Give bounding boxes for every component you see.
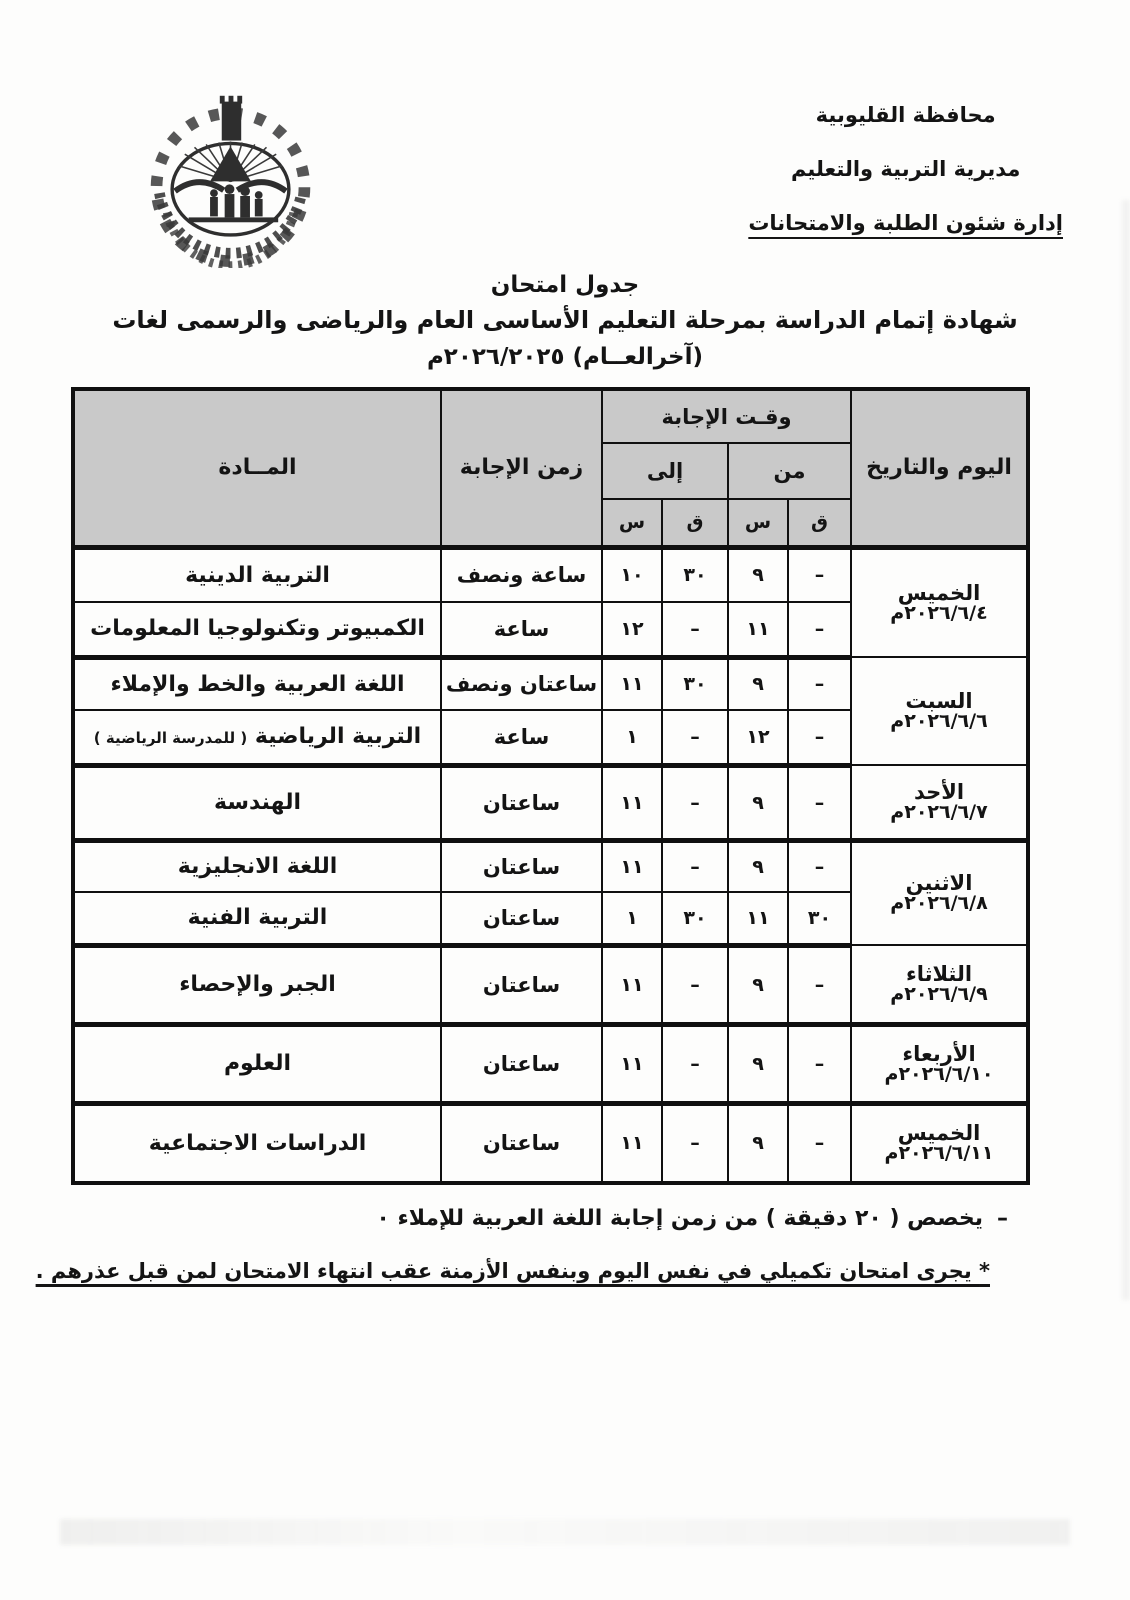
duration-cell: ساعتان: [441, 892, 602, 945]
exam-schedule-table-wrap: [71, 387, 1030, 1185]
day-date: ٢٠٢٦/٦/٤م: [890, 601, 988, 624]
from-minutes-cell: –: [788, 840, 851, 892]
to-hours-cell: ١١: [602, 1024, 662, 1103]
to-hours-cell: ١١: [602, 657, 662, 710]
from-hours-cell: ٩: [728, 1103, 788, 1183]
from-minutes-cell: –: [788, 657, 851, 710]
day-name: السبت: [905, 689, 973, 713]
table-row: [73, 1024, 1028, 1103]
to-minutes-cell: ٣٠: [662, 547, 728, 602]
day-date: ٢٠٢٦/٦/٨م: [890, 892, 988, 915]
duration-cell: ساعتان: [441, 765, 602, 840]
table-row: [73, 657, 1028, 710]
subject-cell: العلوم: [73, 1024, 441, 1103]
day-date-cell: [851, 657, 1028, 765]
subject-cell: التربية الفنية: [73, 892, 441, 945]
to-minutes-cell: –: [662, 840, 728, 892]
subject-cell: الدراسات الاجتماعية: [73, 1103, 441, 1183]
table-row: [73, 945, 1028, 1024]
title-line-3: (آخرالعــام) ٢٠٢٦/٢٠٢٥م: [426, 344, 704, 370]
from-hours-cell: ٩: [728, 657, 788, 710]
to-minutes-cell: –: [662, 945, 728, 1024]
from-hours-cell: ١٢: [728, 710, 788, 765]
footnote-makeup-exam: [36, 1259, 990, 1283]
header-subject: المــادة: [73, 389, 441, 547]
qalyubia-education-emblem-logo: [128, 88, 333, 272]
to-hours-cell: ١١: [602, 945, 662, 1024]
subject-cell: اللغة الانجليزية: [73, 840, 441, 892]
to-hours-cell: ١: [602, 710, 662, 765]
subject-cell: التربية الدينية: [73, 547, 441, 602]
subject-cell: الجبر والإحصاء: [73, 945, 441, 1024]
day-name: الثلاثاء: [905, 961, 973, 986]
from-minutes-cell: –: [788, 710, 851, 765]
from-hours-cell: ٩: [728, 1024, 788, 1103]
duration-cell: ساعة: [441, 602, 602, 657]
duration-cell: ساعتان ونصف: [441, 657, 602, 710]
asterisk-marker: *: [979, 1259, 990, 1283]
header-day-date: اليوم والتاريخ: [851, 389, 1028, 547]
from-hours-cell: ٩: [728, 840, 788, 892]
header-duration: زمن الإجابة: [441, 389, 602, 547]
subject-cell: الهندسة: [73, 765, 441, 840]
table-header: [73, 389, 1028, 547]
governorate-name: محافظة القليوبية: [815, 103, 996, 127]
day-name: الأحد: [913, 779, 965, 804]
from-minutes-cell: –: [788, 765, 851, 840]
day-name: الاثنين: [905, 871, 973, 896]
header-from-minutes: ق: [788, 499, 851, 547]
subject-cell: اللغة العربية والخط والإملاء: [73, 657, 441, 710]
directorate-name: مديرية التربية والتعليم: [790, 157, 1021, 181]
exam-schedule-table: [71, 387, 1030, 1185]
day-name: الخميس: [897, 1121, 981, 1146]
table-row: [73, 547, 1028, 602]
from-hours-cell: ١١: [728, 602, 788, 657]
day-date: ٢٠٢٦/٦/٩م: [890, 982, 988, 1005]
day-name: الأربعاء: [902, 1041, 976, 1066]
to-hours-cell: ١١: [602, 840, 662, 892]
header-row-1: [73, 389, 1028, 443]
header-to: إلى: [602, 443, 728, 499]
day-date: ٢٠٢٦/٦/١٠م: [884, 1062, 994, 1085]
day-date-cell: [851, 840, 1028, 945]
title-line-2: شهادة إتمام الدراسة بمرحلة التعليم الأساسى العام والرياضى والرسمى لغات: [112, 306, 1018, 334]
footnote-text: يجرى امتحان تكميلي في نفس اليوم وبنفس الأزمنة عقب انتهاء الامتحان لمن قبل عذرهم .: [35, 1259, 980, 1283]
day-date-cell: [851, 945, 1028, 1024]
day-date: ٢٠٢٦/٦/٧م: [890, 800, 988, 823]
from-hours-cell: ٩: [728, 547, 788, 602]
to-minutes-cell: –: [662, 1024, 728, 1103]
from-minutes-cell: –: [788, 547, 851, 602]
header-answer-time: وقـت الإجابة: [602, 389, 851, 443]
to-hours-cell: ١١: [602, 1103, 662, 1183]
to-hours-cell: ١٠: [602, 547, 662, 602]
footnote-text: يخصص ( ٢٠ دقيقة ) من زمن إجابة اللغة العربية للإملاء ٠: [376, 1206, 983, 1231]
header-to-hours: س: [602, 499, 662, 547]
day-date-cell: [851, 547, 1028, 657]
to-minutes-cell: –: [662, 765, 728, 840]
document-title: [0, 268, 1130, 375]
subject-main: التربية الرياضية: [254, 724, 422, 750]
day-date: ٢٠٢٦/٦/١١م: [884, 1142, 994, 1165]
subject-note: ( للمدرسة الرياضية ): [93, 729, 248, 748]
scan-artifact: [60, 1519, 1070, 1545]
header-from-hours: س: [728, 499, 788, 547]
subject-cell: الكمبيوتر وتكنولوجيا المعلومات: [73, 602, 441, 657]
administration-name: إدارة شئون الطلبة والامتحانات: [748, 211, 1063, 235]
subject-cell: [73, 710, 441, 765]
from-minutes-cell: –: [788, 602, 851, 657]
table-row: [73, 765, 1028, 840]
duration-cell: ساعتان: [441, 945, 602, 1024]
from-hours-cell: ٩: [728, 945, 788, 1024]
from-minutes-cell: –: [788, 945, 851, 1024]
duration-cell: ساعتان: [441, 1024, 602, 1103]
table-row: [73, 1103, 1028, 1183]
day-date-cell: [851, 1024, 1028, 1103]
title-line-1: جدول امتحان: [490, 272, 640, 298]
duration-cell: ساعة: [441, 710, 602, 765]
to-hours-cell: ١١: [602, 765, 662, 840]
to-hours-cell: ١: [602, 892, 662, 945]
to-minutes-cell: –: [662, 602, 728, 657]
day-name: الخميس: [897, 580, 981, 605]
from-hours-cell: ٩: [728, 765, 788, 840]
from-minutes-cell: ٣٠: [788, 892, 851, 945]
header-from: من: [728, 443, 851, 499]
table-body: [73, 547, 1028, 1183]
duration-cell: ساعتان: [441, 1103, 602, 1183]
from-minutes-cell: –: [788, 1103, 851, 1183]
letterhead: [748, 88, 1063, 250]
day-date-cell: [851, 1103, 1028, 1183]
to-hours-cell: ١٢: [602, 602, 662, 657]
from-hours-cell: ١١: [728, 892, 788, 945]
to-minutes-cell: –: [662, 710, 728, 765]
day-date-cell: [851, 765, 1028, 840]
duration-cell: ساعة ونصف: [441, 547, 602, 602]
duration-cell: ساعتان: [441, 840, 602, 892]
to-minutes-cell: ٣٠: [662, 657, 728, 710]
from-minutes-cell: –: [788, 1024, 851, 1103]
dash-marker: –: [997, 1206, 1008, 1231]
header-to-minutes: ق: [662, 499, 728, 547]
to-minutes-cell: ٣٠: [662, 892, 728, 945]
table-row: [73, 840, 1028, 892]
day-date: ٢٠٢٦/٦/٦م: [890, 710, 988, 732]
footnote-dictation-time: [376, 1206, 1008, 1231]
to-minutes-cell: –: [662, 1103, 728, 1183]
